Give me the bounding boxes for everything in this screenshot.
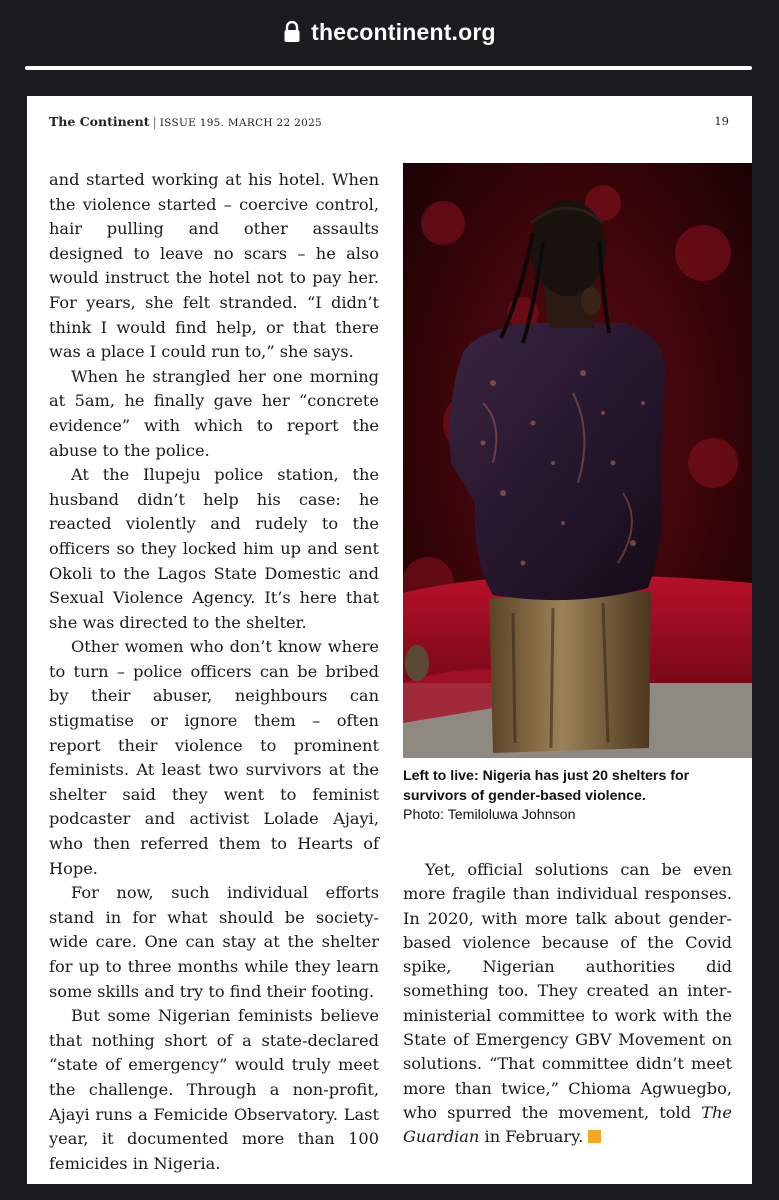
caption-headline: Left to live: Nigeria has just 20 shelters for survivors of gender-based violence. [403,768,690,804]
paragraph: For now, such individual efforts stand in for what should be society-wide care. One can stay at the shelter for up to three months while they learn some skills and try to find their footing. [49,883,379,1001]
page-number: 19 [714,114,729,128]
url-text: thecontinent.org [311,18,496,45]
paragraph: When he strangled her one morning at 5am, he finally gave her “concrete evidence” with which to report the abuse to the police. [49,366,379,460]
publication-citation: The Guardian [403,1102,732,1147]
paragraph [403,858,732,1150]
publication-name: The Continent [49,114,150,129]
photo-credit: Photo: Temiloluwa Johnson [403,807,576,823]
issue-info: ISSUE 195. MARCH 22 2025 [159,117,323,129]
article-photo [403,163,752,758]
browser-top-bar [0,0,779,96]
paragraph-text: Yet, official solutions can be even more fragile than individual responses. In 2020, with more talk about gender-based violence because of the Covid spike, Nigerian authorities did something too. They created an inter-ministerial committee to work with the State of Emergency GBV Movement on solutions. “That committee didn’t meet more than twice,” Chioma Agwuegbo, who spurred the movement, told [403,860,732,1122]
paragraph: and started working at his hotel. When the violence started – coercive control, hair pulling and other assaults designed to leave no scars – he also would instruct the hotel not to pay her. For years, she felt stranded. “I didn’t think I would find help, or that there was a place I could run to,” she says. [49,170,379,362]
paragraph: But some Nigerian feminists believe that nothing short of a state-declared “state of emergency” would truly meet the challenge. Through a non-profit, Ajayi runs a Femicide Observatory. Last year, it documented more than 100 femicides in Nigeria. [49,1006,379,1173]
left-column [49,168,379,1176]
photo-woman-on-stool [403,163,752,758]
paragraph: At the Ilupeju police station, the husband didn’t help his case: he reacted violently and rudely to the officers so they locked him up and sent Okoli to the Lagos State Domestic and Sexual Violence Agency. It’s here that she was directed to the shelter. [49,465,379,632]
address-bar[interactable] [0,14,779,50]
paragraph-text-end: in February. [479,1127,584,1147]
paragraph: Other women who don’t know where to turn – police officers can be bribed by their abuser, neighbours can stigmatise or ignore them – often report their violence to prominent feminists. At least two survivors at the shelter said they went to feminist podcaster and activist Lolade Ajayi, who then referred them to Hearts of Hope. [49,637,379,878]
magazine-page [27,96,752,1184]
right-column [403,858,732,1150]
header-separator: | [152,114,157,129]
running-header [49,114,729,134]
lock-icon [283,21,301,43]
photo-caption [403,767,752,826]
page-load-progress-bar [25,66,752,70]
end-of-article-mark [588,1130,601,1143]
